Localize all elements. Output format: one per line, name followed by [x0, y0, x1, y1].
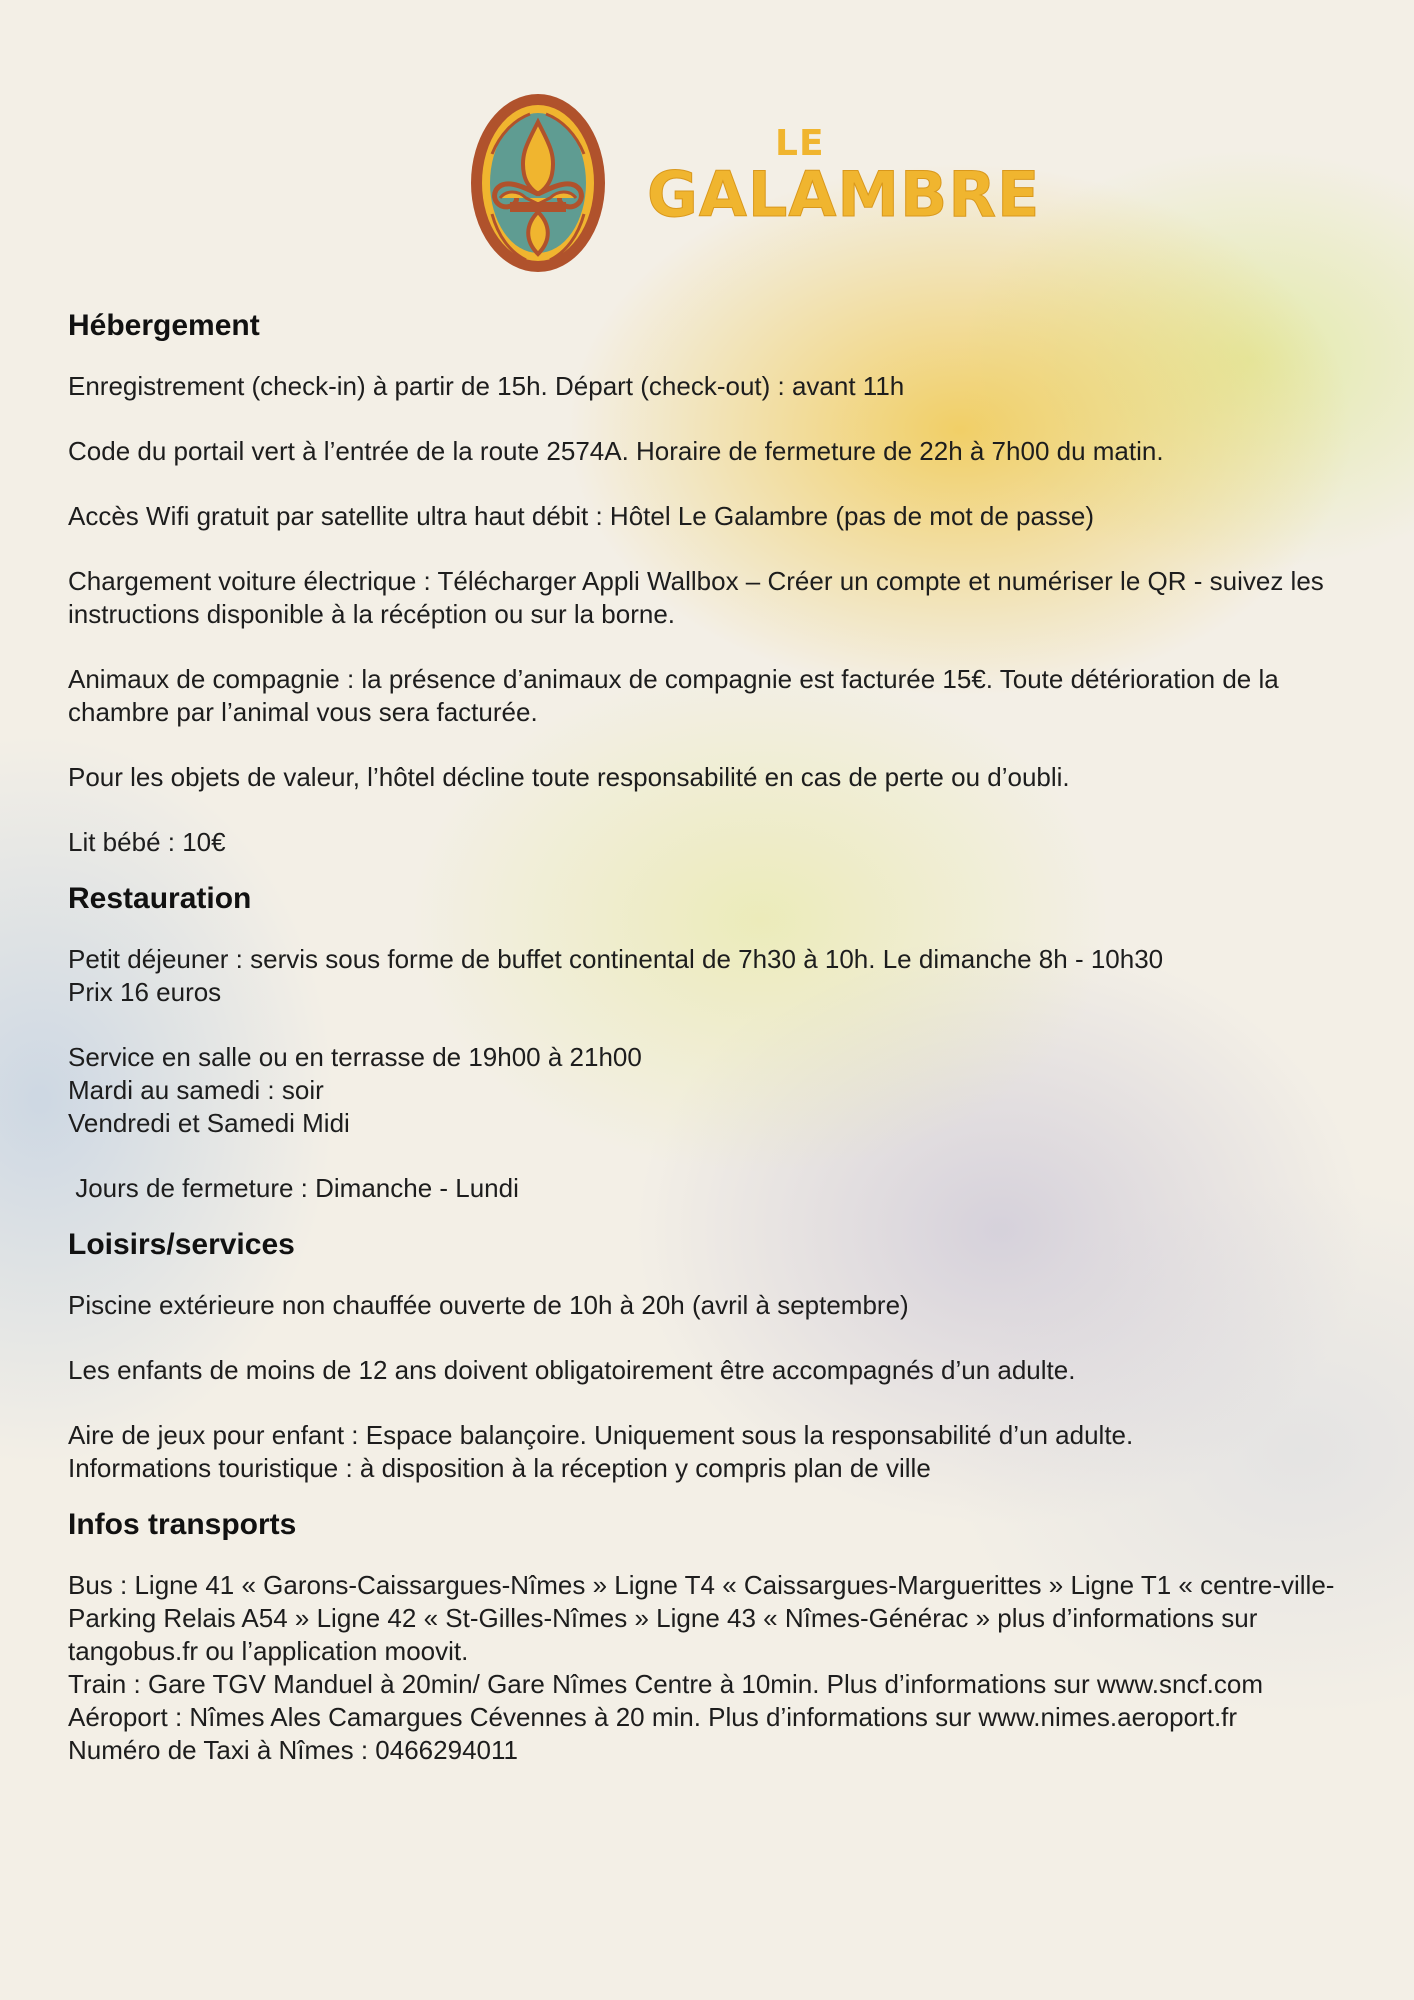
- paragraph-recharge: Chargement voiture électrique : Télécharger Appli Wallbox – Créer un compte et numériser le QR - suivez les instructions disponible à la récéption ou sur la borne.: [68, 566, 1324, 629]
- section-loisirs: [68, 1225, 1358, 1485]
- paragraph-vendredi-samedi: Vendredi et Samedi Midi: [68, 1108, 350, 1138]
- paragraph-fermeture: Jours de fermeture : Dimanche - Lundi: [68, 1173, 519, 1203]
- paragraph-checkin: Enregistrement (check-in) à partir de 15h. Départ (check-out) : avant 11h: [68, 371, 905, 401]
- paragraph-aeroport: Aéroport : Nîmes Ales Camargues Cévennes à 20 min. Plus d’informations sur www.nimes.aeroport.fr: [68, 1702, 1238, 1732]
- section-title: Infos transports: [68, 1508, 297, 1541]
- paragraph-taxi: Numéro de Taxi à Nîmes : 0466294011: [68, 1735, 518, 1765]
- paragraph-aire-jeux: Aire de jeux pour enfant : Espace balançoire. Uniquement sous la responsabilité d’un adulte.: [68, 1420, 1134, 1450]
- paragraph-mardi-samedi: Mardi au samedi : soir: [68, 1075, 324, 1105]
- paragraph-petit-dejeuner: Petit déjeuner : servis sous forme de buffet continental de 7h30 à 10h. Le dimanche 8h - 10h30: [68, 944, 1164, 974]
- paragraph-objets-valeur: Pour les objets de valeur, l’hôtel décline toute responsabilité en cas de perte ou d’oubli.: [68, 762, 1070, 792]
- paragraph-enfants: Les enfants de moins de 12 ans doivent obligatoirement être accompagnés d’un adulte.: [68, 1355, 1076, 1385]
- section-title: Hébergement: [68, 309, 260, 342]
- section-hebergement: [68, 306, 1358, 859]
- paragraph-portail: Code du portail vert à l’entrée de la route 2574A. Horaire de fermeture de 22h à 7h00 du matin.: [68, 436, 1164, 466]
- section-restauration: [68, 879, 1358, 1205]
- paragraph-service: Service en salle ou en terrasse de 19h00 à 21h00: [68, 1042, 642, 1072]
- paragraph-prix: Prix 16 euros: [68, 977, 222, 1007]
- section-title: Loisirs/services: [68, 1228, 295, 1261]
- logo-le-text: LE: [775, 123, 825, 164]
- section-title: Restauration: [68, 882, 252, 915]
- stained-glass-fleur-de-lis-icon: [470, 94, 606, 272]
- section-transports: [68, 1505, 1358, 1767]
- paragraph-piscine: Piscine extérieure non chauffée ouverte de 10h à 20h (avril à septembre): [68, 1290, 909, 1320]
- paragraph-bus: Bus : Ligne 41 « Garons-Caissargues-Nîmes » Ligne T4 « Caissargues-Marguerittes » Ligne T1 « centre-ville-Parking Relais A54 » Ligne 42 « St-Gilles-Nîmes » Ligne 43 « Nîmes-Générac » plus d’informations sur tangobus.fr ou l’application moovit.: [68, 1570, 1335, 1666]
- paragraph-lit-bebe: Lit bébé : 10€: [68, 827, 226, 857]
- paragraph-train: Train : Gare TGV Manduel à 20min/ Gare Nîmes Centre à 10min. Plus d’informations sur www.sncf.com: [68, 1669, 1264, 1699]
- hotel-logo: [470, 94, 1041, 274]
- paragraph-infos-touristiques: Informations touristique : à disposition à la réception y compris plan de ville: [68, 1453, 931, 1483]
- paragraph-wifi: Accès Wifi gratuit par satellite ultra haut débit : Hôtel Le Galambre (pas de mot de passe): [68, 501, 1095, 531]
- logo-name-text: GALAMBRE: [647, 158, 1041, 231]
- paragraph-animaux: Animaux de compagnie : la présence d’animaux de compagnie est facturée 15€. Toute détérioration de la chambre par l’animal vous sera facturée.: [68, 664, 1279, 727]
- document-body: [68, 306, 1358, 1767]
